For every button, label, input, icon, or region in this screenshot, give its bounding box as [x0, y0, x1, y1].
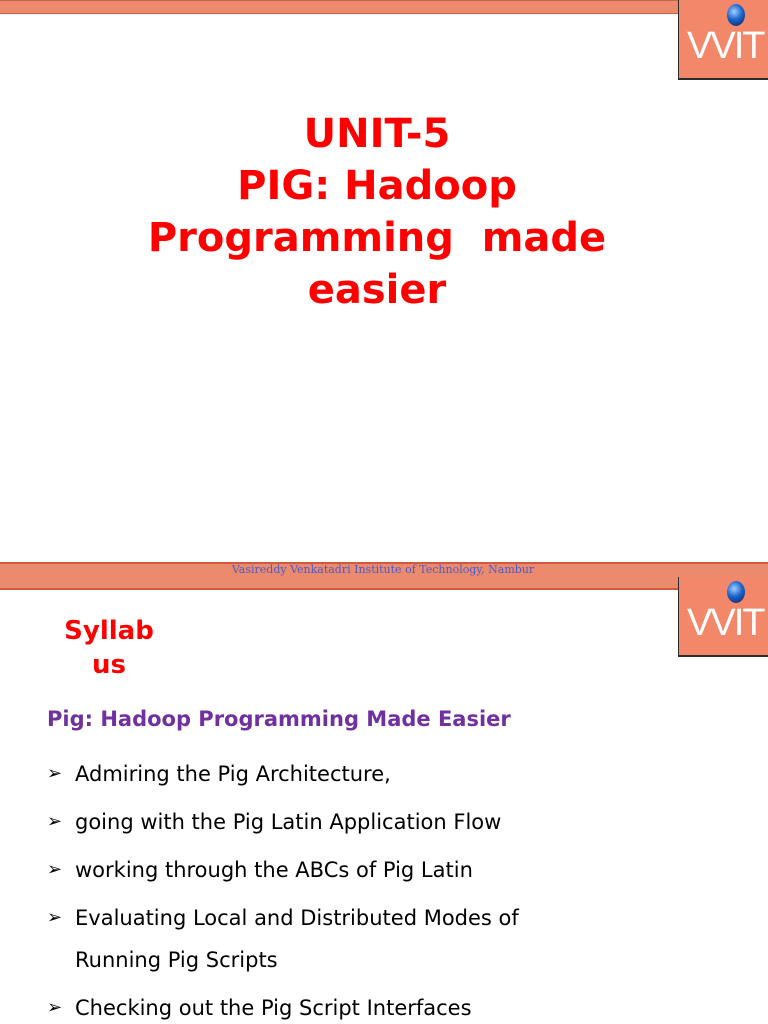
list-item	[47, 801, 747, 843]
list-item-text: working through the ABCs of Pig Latin	[75, 858, 473, 882]
syllabus-subheading: Pig: Hadoop Programming Made Easier	[47, 707, 511, 731]
list-item	[47, 897, 747, 981]
list-item	[47, 753, 747, 795]
heading-line: us	[92, 650, 126, 680]
vvit-logo	[678, 0, 768, 80]
list-item-text: Admiring the Pig Architecture,	[75, 762, 391, 786]
logo-text: VVIT	[687, 25, 764, 67]
header-bar	[0, 0, 678, 14]
arrow-icon: ➢	[47, 859, 63, 880]
globe-icon	[727, 581, 745, 603]
arrow-icon: ➢	[47, 763, 63, 784]
heading-line: Syllab	[64, 616, 154, 646]
title-line: easier	[307, 267, 447, 313]
title-line: PIG: Hadoop	[237, 163, 517, 209]
list-item-text-continued: Running Pig Scripts	[75, 948, 278, 972]
institute-footer: Vasireddy Venkatadri Institute of Technology, Nambur	[231, 563, 535, 576]
list-item-text: going with the Pig Latin Application Flow	[75, 810, 502, 834]
title-line: Programming made	[147, 215, 607, 261]
logo-text: VVIT	[687, 602, 764, 644]
list-item-text: Evaluating Local and Distributed Modes of	[75, 906, 519, 930]
globe-icon	[727, 4, 745, 26]
syllabus-heading	[54, 614, 164, 682]
syllabus-list	[47, 753, 747, 1024]
arrow-icon: ➢	[47, 907, 63, 928]
list-item	[47, 987, 747, 1024]
arrow-icon: ➢	[47, 811, 63, 832]
vvit-logo-second	[678, 577, 768, 657]
list-item-text: Checking out the Pig Script Interfaces	[75, 996, 472, 1020]
list-item	[47, 849, 747, 891]
slide-title	[0, 108, 754, 316]
arrow-icon: ➢	[47, 997, 63, 1018]
title-line: UNIT-5	[303, 111, 451, 157]
